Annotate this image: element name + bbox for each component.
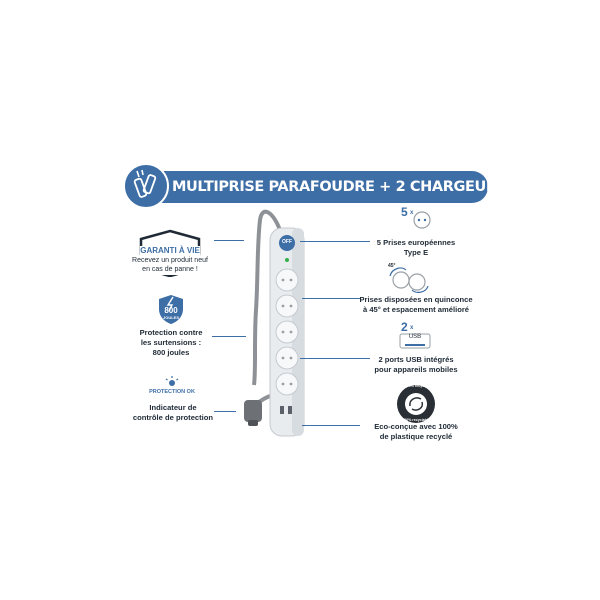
banner-title: MULTIPRISE PARAFOUDRE + 2 CHARGEURS USB <box>172 179 544 195</box>
switch-label: OFF <box>282 239 292 245</box>
surge-badge-value: 800 <box>164 306 178 315</box>
eco-badge-line1: 100% recyclé <box>404 384 428 388</box>
surge-line2: les surtensions : <box>140 338 202 347</box>
plug-icon <box>244 400 262 426</box>
sockets-count-suffix: x <box>410 210 414 216</box>
sockets-line2: Type E <box>403 248 429 257</box>
usb-leader <box>300 358 370 359</box>
socket-icon <box>412 210 432 230</box>
warranty-title: GARANTI À VIE <box>140 246 200 255</box>
angle-line1: Prises disposées en quinconce <box>359 295 473 304</box>
power-strip-image <box>230 200 330 440</box>
surge-line1: Protection contre <box>139 328 203 337</box>
surge-leader <box>212 336 246 337</box>
indicator-line1: Indicateur de <box>149 403 197 412</box>
angle-line2: à 45° et espacement amélioré <box>362 305 470 314</box>
surge-line3: 800 joules <box>152 348 190 357</box>
angle-leader <box>302 298 360 299</box>
surge-badge-unit: JOULES <box>162 315 179 320</box>
usb-label: USB <box>408 334 422 340</box>
eco-line2: de plastique recyclé <box>379 432 453 441</box>
warranty-line1: Recevez un produit neuf <box>120 256 220 266</box>
power-strip-logo-icon <box>123 163 169 209</box>
indicator-badge-label: PROTECTION OK <box>149 389 195 395</box>
angle-label: 45° <box>388 263 396 269</box>
usb-line2: pour appareils mobiles <box>374 365 458 374</box>
eco-line1: Eco-conçue avec 100% <box>374 422 458 431</box>
indicator-leader <box>214 411 236 412</box>
title-banner <box>138 171 544 203</box>
sockets-count: 5 <box>401 205 408 219</box>
indicator-light-icon <box>164 375 180 387</box>
sockets-leader <box>300 241 370 242</box>
indicator-line2: contrôle de protection <box>132 413 214 422</box>
eco-leader <box>302 425 360 426</box>
usb-line1: 2 ports USB intégrés <box>378 355 454 364</box>
warranty-leader <box>214 240 244 241</box>
eco-badge-line2: 100% recyclable <box>402 418 430 422</box>
usb-count: 2 <box>401 320 408 334</box>
warranty-line2: en cas de panne ! <box>120 265 220 275</box>
usb-count-suffix: x <box>410 325 414 331</box>
sockets-line1: 5 Prises européennes <box>376 238 456 247</box>
